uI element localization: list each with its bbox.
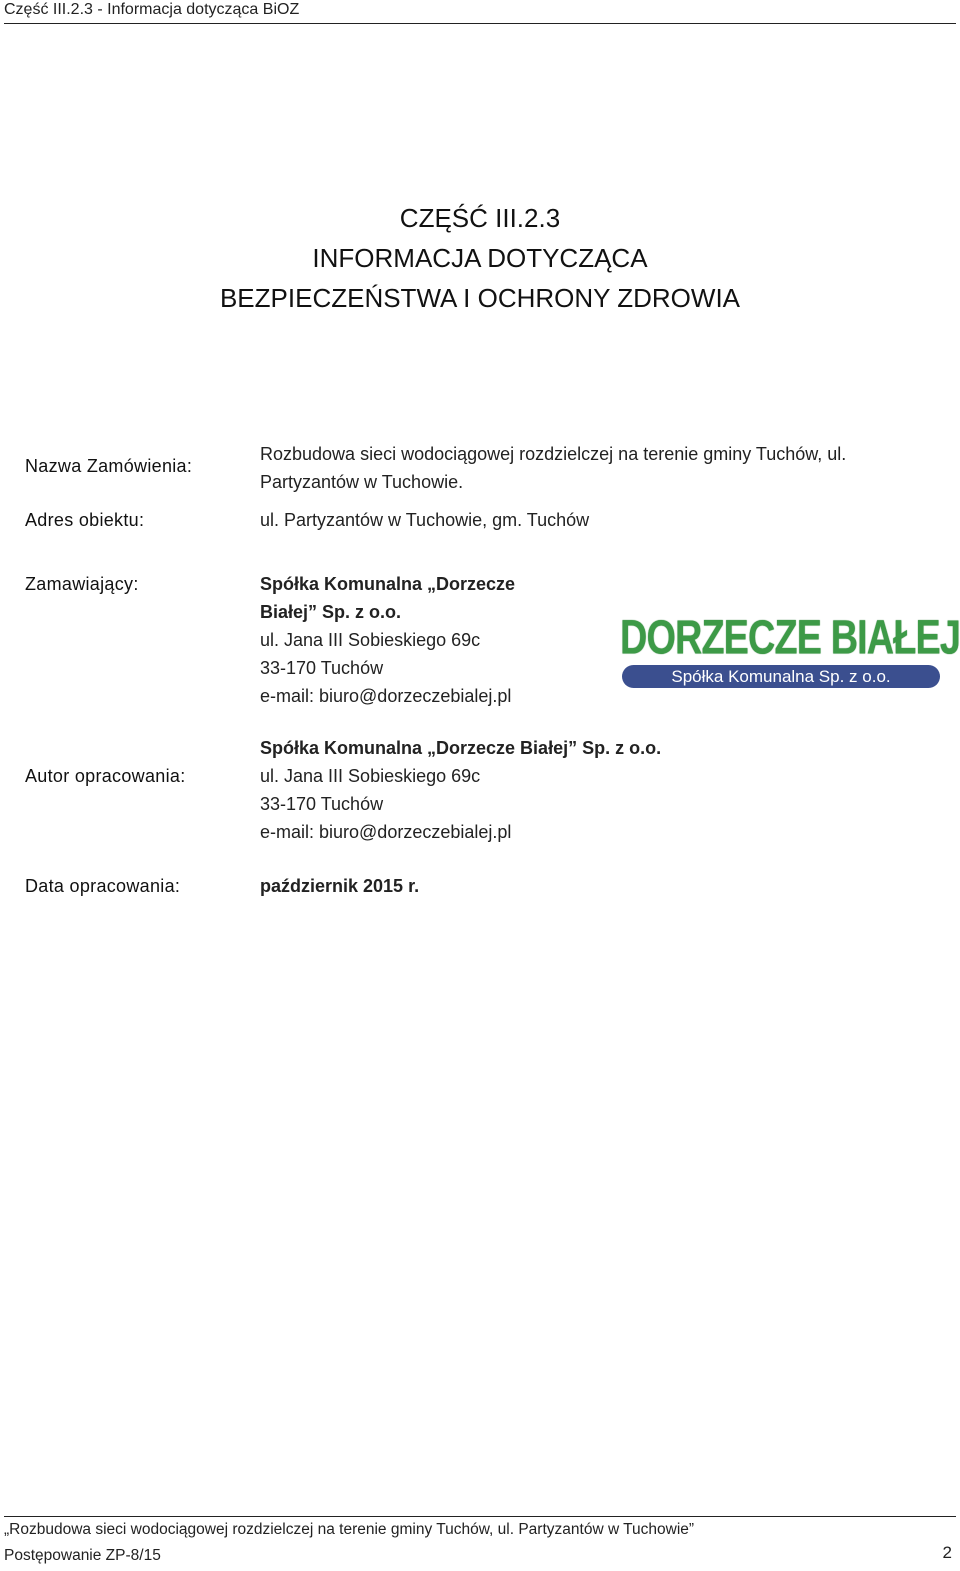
author-label: Autor opracowania:: [25, 766, 186, 786]
page-number: 2: [942, 1543, 952, 1562]
order-name-label: Nazwa Zamówienia:: [25, 456, 193, 476]
author-value: [260, 734, 661, 846]
title-line-subject-cont: BEZPIECZEŃSTWA I OCHRONY ZDROWIA: [219, 283, 741, 313]
footer-procedure-number: Postępowanie ZP-8/15: [4, 1547, 161, 1564]
company-logo: [618, 610, 960, 692]
client-city: 33-170 Tuchów: [260, 658, 384, 678]
order-name-value: [260, 440, 846, 496]
running-header: Część III.2.3 - Informacja dotycząca BiOZ: [4, 1, 300, 18]
order-name-line-1: Rozbudowa sieci wodociągowej rozdzielczej na terenie gminy Tuchów, ul.: [260, 444, 847, 464]
order-name-line-2: Partyzantów w Tuchowie.: [260, 472, 464, 492]
footer-divider: [4, 1516, 956, 1517]
author-email: e-mail: biuro@dorzeczebialej.pl: [260, 822, 512, 842]
site-address-value: ul. Partyzantów w Tuchowie, gm. Tuchów: [260, 510, 590, 530]
author-city: 33-170 Tuchów: [260, 794, 384, 814]
title-line-subject: INFORMACJA DOTYCZĄCA: [312, 243, 648, 273]
document-title: [0, 198, 960, 318]
title-line-part: CZĘŚĆ III.2.3: [399, 203, 561, 233]
client-street: ul. Jana III Sobieskiego 69c: [260, 630, 481, 650]
author-street: ul. Jana III Sobieskiego 69c: [260, 766, 481, 786]
date-label: Data opracowania:: [25, 876, 181, 896]
client-email: e-mail: biuro@dorzeczebialej.pl: [260, 686, 512, 706]
site-address-label: Adres obiektu:: [25, 510, 145, 530]
footer-project-name: „Rozbudowa sieci wodociągowej rozdzielczej na terenie gminy Tuchów, ul. Partyzantów w Tuchowie”: [4, 1521, 695, 1538]
date-value: październik 2015 r.: [260, 876, 420, 896]
client-value: [260, 570, 515, 710]
logo-tagline: Spółka Komunalna Sp. z o.o.: [622, 665, 940, 688]
client-name-line-2: Białej” Sp. z o.o.: [260, 602, 402, 622]
author-name: Spółka Komunalna „Dorzecze Białej” Sp. z o.o.: [260, 738, 662, 758]
client-name-line-1: Spółka Komunalna „Dorzecze: [260, 574, 516, 594]
header-divider: [4, 23, 956, 24]
logo-wordmark: DORZECZE BIAŁEJ: [620, 610, 960, 665]
client-label: Zamawiający:: [25, 574, 139, 594]
